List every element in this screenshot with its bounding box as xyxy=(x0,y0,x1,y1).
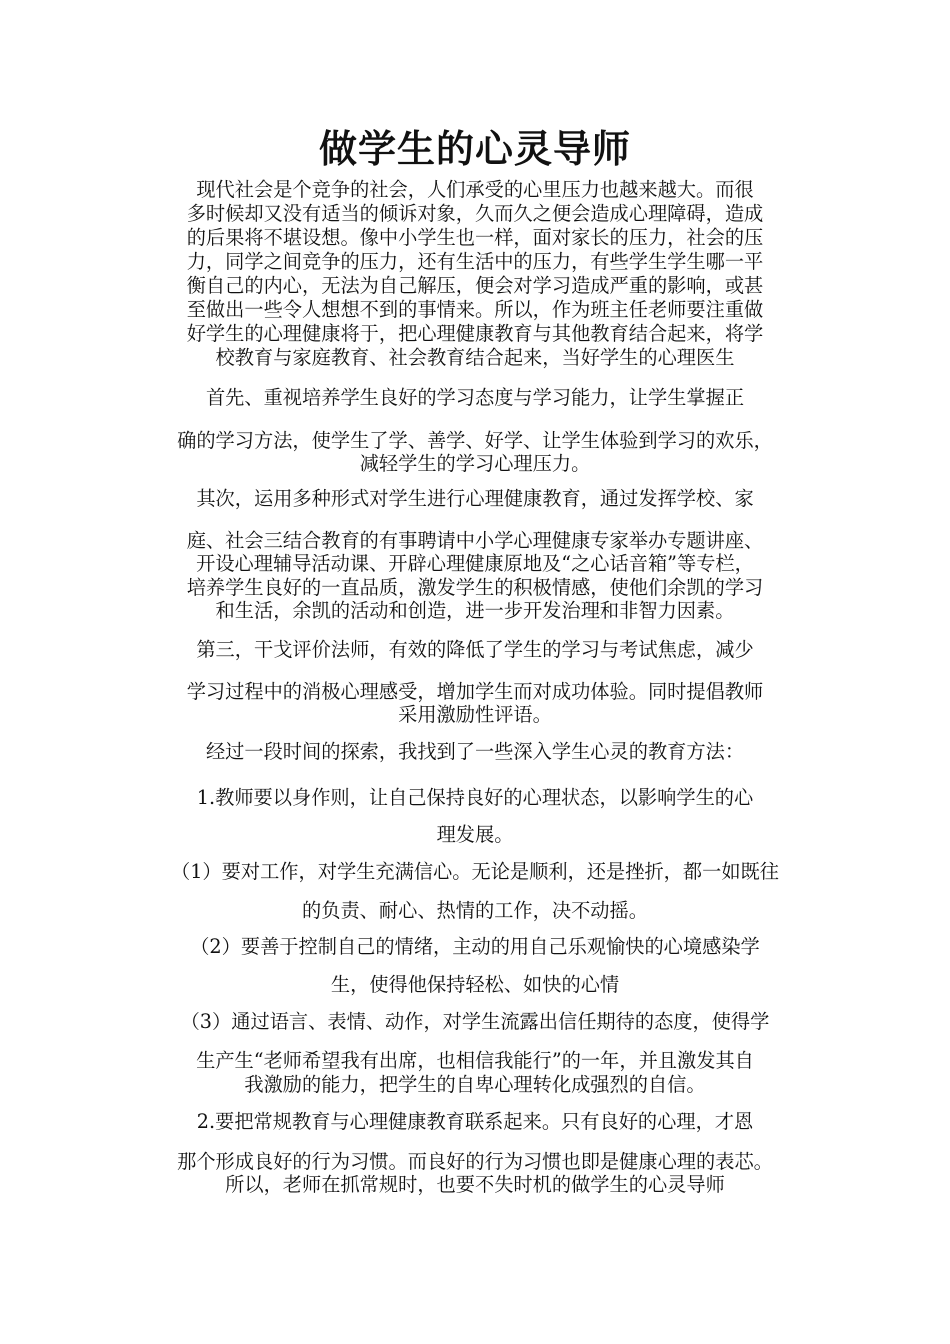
body-line: 2.要把常规教育与心理健康教育联系起来。只有良好的心理，才恩 xyxy=(196,1110,754,1133)
body-line: 经过一段时间的探索，我找到了一些深入学生心灵的教育方法： xyxy=(205,740,745,763)
document-title: 做学生的心灵导师 xyxy=(318,127,631,171)
body-line: 力，同学之间竞争的压力，还有生活中的压力，有些学生学生哪一平 xyxy=(186,250,764,273)
body-line: 采用激励性评语。 xyxy=(398,703,552,726)
body-line: （2）要善于控制自己的情绪，主动的用自己乐观愉快的心境感染学 xyxy=(190,935,760,958)
body-line: 学习过程中的消极心理感受，增加学生而对成功体验。同时提倡教师 xyxy=(186,680,764,703)
body-line: 减轻学生的学习心理压力。 xyxy=(359,452,591,475)
body-line: 培养学生良好的一直品质，激发学生的积极情感，使他们余凯的学习 xyxy=(186,576,764,599)
body-line: 所以，老师在抓常规时，也要不失时机的做学生的心灵导师 xyxy=(225,1173,725,1196)
body-line: 多时候却又没有适当的倾诉对象，久而久之便会造成心理障碍，造成 xyxy=(186,202,764,225)
body-line: 我激励的能力，把学生的自卑心理转化成强烈的自信。 xyxy=(244,1073,706,1096)
body-line: 1.教师要以身作则，让自己保持良好的心理状态，以影响学生的心 xyxy=(196,786,754,809)
body-line: 的负责、耐心、热情的工作，决不动摇。 xyxy=(302,899,648,922)
body-line: 至做出一些令人想想不到的事情来。所以，作为班主任老师要注重做 xyxy=(186,298,764,321)
body-line: 理发展。 xyxy=(436,823,514,846)
body-line: 第三，干戈评价法师，有效的降低了学生的学习与考试焦虑，减少 xyxy=(196,638,754,661)
body-line: 首先、重视培养学生良好的学习态度与学习能力，让学生掌握正 xyxy=(205,386,745,409)
body-line: （1）要对工作，对学生充满信心。无论是顺利，还是挫折，都一如既往 xyxy=(170,860,779,883)
body-line: 衡自己的内心，无法为自己解压，便会对学习造成严重的影响，或甚 xyxy=(186,274,764,297)
body-line: 生产生“老师希望我有出席，也相信我能行”的一年，并且激发其自 xyxy=(196,1049,754,1072)
body-line: 那个形成良好的行为习惯。而良好的行为习惯也即是健康心理的表芯。 xyxy=(177,1150,773,1173)
body-line: 庭、社会三结合教育的有事聘请中小学心理健康专家举办专题讲座、 xyxy=(186,529,764,552)
body-line: 其次，运用多种形式对学生进行心理健康教育，通过发挥学校、家 xyxy=(196,487,754,510)
body-line: （3）通过语言、表情、动作，对学生流露出信任期待的态度，使得学 xyxy=(180,1010,770,1033)
body-line: 校教育与家庭教育、社会教育结合起来，当好学生的心理医生 xyxy=(215,346,735,369)
body-line: 好学生的心理健康将于，把心理健康教育与其他教育结合起来，将学 xyxy=(186,322,764,345)
body-line: 确的学习方法，使学生了学、善学、好学、让学生体验到学习的欢乐， xyxy=(177,429,773,452)
body-line: 的后果将不堪设想。像中小学生也一样，面对家长的压力，社会的压 xyxy=(186,226,764,249)
body-line: 开设心理辅导活动课、开辟心理健康原地及“之心话音箱”等专栏， xyxy=(196,552,754,575)
body-line: 现代社会是个竞争的社会，人们承受的心里压力也越来越大。而很 xyxy=(196,178,754,201)
body-line: 生，使得他保持轻松、如快的心情 xyxy=(330,973,620,996)
body-line: 和生活，余凯的活动和创造，进一步开发治理和非智力因素。 xyxy=(215,599,735,622)
